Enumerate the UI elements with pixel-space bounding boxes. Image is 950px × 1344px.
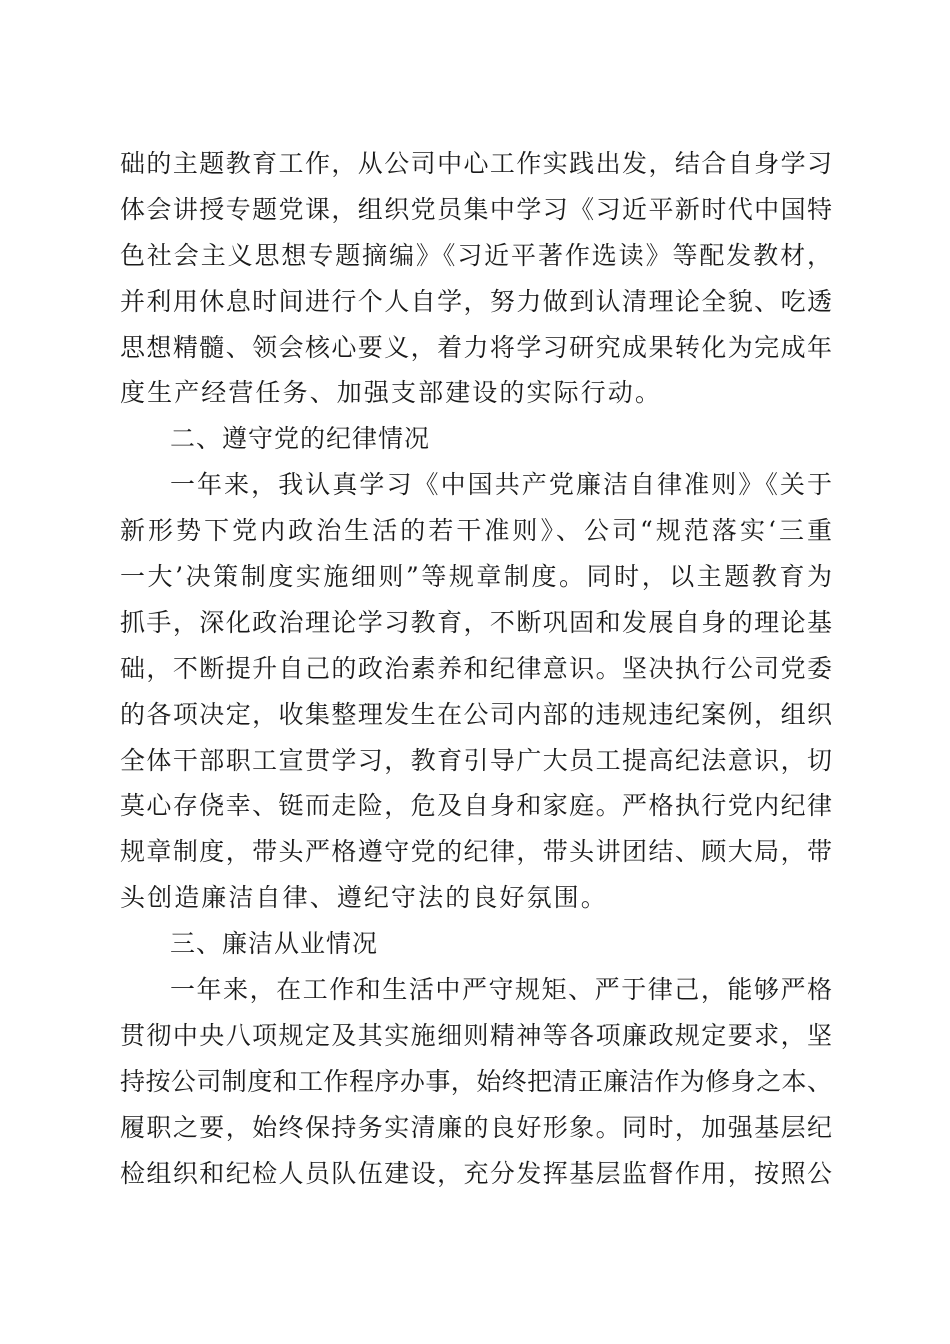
paragraph-line: 体会讲授专题党课，组织党员集中学习《习近平新时代中国特 bbox=[120, 194, 832, 224]
paragraph-line: 的各项决定，收集整理发生在公司内部的违规违纪案例，组织 bbox=[120, 699, 832, 729]
paragraph-line: 并利用休息时间进行个人自学，努力做到认清理论全貌、吃透 bbox=[120, 286, 832, 316]
paragraph-theme-education bbox=[120, 141, 832, 416]
paragraph-line: 履职之要，始终保持务实清廉的良好形象。同时，加强基层纪 bbox=[120, 1112, 832, 1142]
paragraph-line: 贯彻中央八项规定及其实施细则精神等各项廉政规定要求，坚 bbox=[120, 1020, 832, 1050]
paragraph-line: 全体干部职工宣贯学习，教育引导广大员工提高纪法意识，切 bbox=[120, 745, 832, 775]
paragraph-line: 思想精髓、领会核心要义，着力将学习研究成果转化为完成年 bbox=[120, 332, 832, 362]
paragraph-line: 色社会主义思想专题摘编》《习近平著作选读》等配发教材， bbox=[120, 240, 832, 270]
paragraph-line: 莫心存侥幸、铤而走险，危及自身和家庭。严格执行党内纪律 bbox=[120, 791, 832, 821]
paragraph-line: 检组织和纪检人员队伍建设，充分发挥基层监督作用，按照公 bbox=[120, 1158, 832, 1188]
paragraph-line: 础的主题教育工作，从公司中心工作实践出发，结合自身学习 bbox=[120, 149, 832, 178]
paragraph-line: 一年来，在工作和生活中严守规矩、严于律己，能够严格 bbox=[170, 975, 832, 1005]
paragraph-integrity bbox=[120, 967, 832, 1196]
paragraph-line: 一大’决策制度实施细则”等规章制度。同时，以主题教育为 bbox=[120, 562, 832, 592]
section-heading-integrity: 三、廉洁从业情况 bbox=[170, 929, 379, 959]
document-body bbox=[120, 141, 832, 1196]
paragraph-line: 新形势下党内政治生活的若干准则》、公司“规范落实‘三重 bbox=[120, 516, 832, 546]
paragraph-line: 度生产经营任务、加强支部建设的实际行动。 bbox=[120, 378, 663, 408]
paragraph-line: 头创造廉洁自律、遵纪守法的良好氛围。 bbox=[120, 883, 608, 913]
paragraph-discipline bbox=[120, 462, 832, 921]
section-heading-discipline: 二、遵守党的纪律情况 bbox=[170, 424, 431, 454]
paragraph-line: 规章制度，带头严格遵守党的纪律，带头讲团结、顾大局，带 bbox=[120, 837, 832, 867]
paragraph-line: 一年来，我认真学习《中国共产党廉洁自律准则》《关于 bbox=[170, 470, 832, 500]
paragraph-line: 持按公司制度和工作程序办事，始终把清正廉洁作为修身之本、 bbox=[120, 1066, 832, 1096]
paragraph-line: 础，不断提升自己的政治素养和纪律意识。坚决执行公司党委 bbox=[120, 653, 832, 683]
paragraph-line: 抓手，深化政治理论学习教育，不断巩固和发展自身的理论基 bbox=[120, 607, 832, 637]
